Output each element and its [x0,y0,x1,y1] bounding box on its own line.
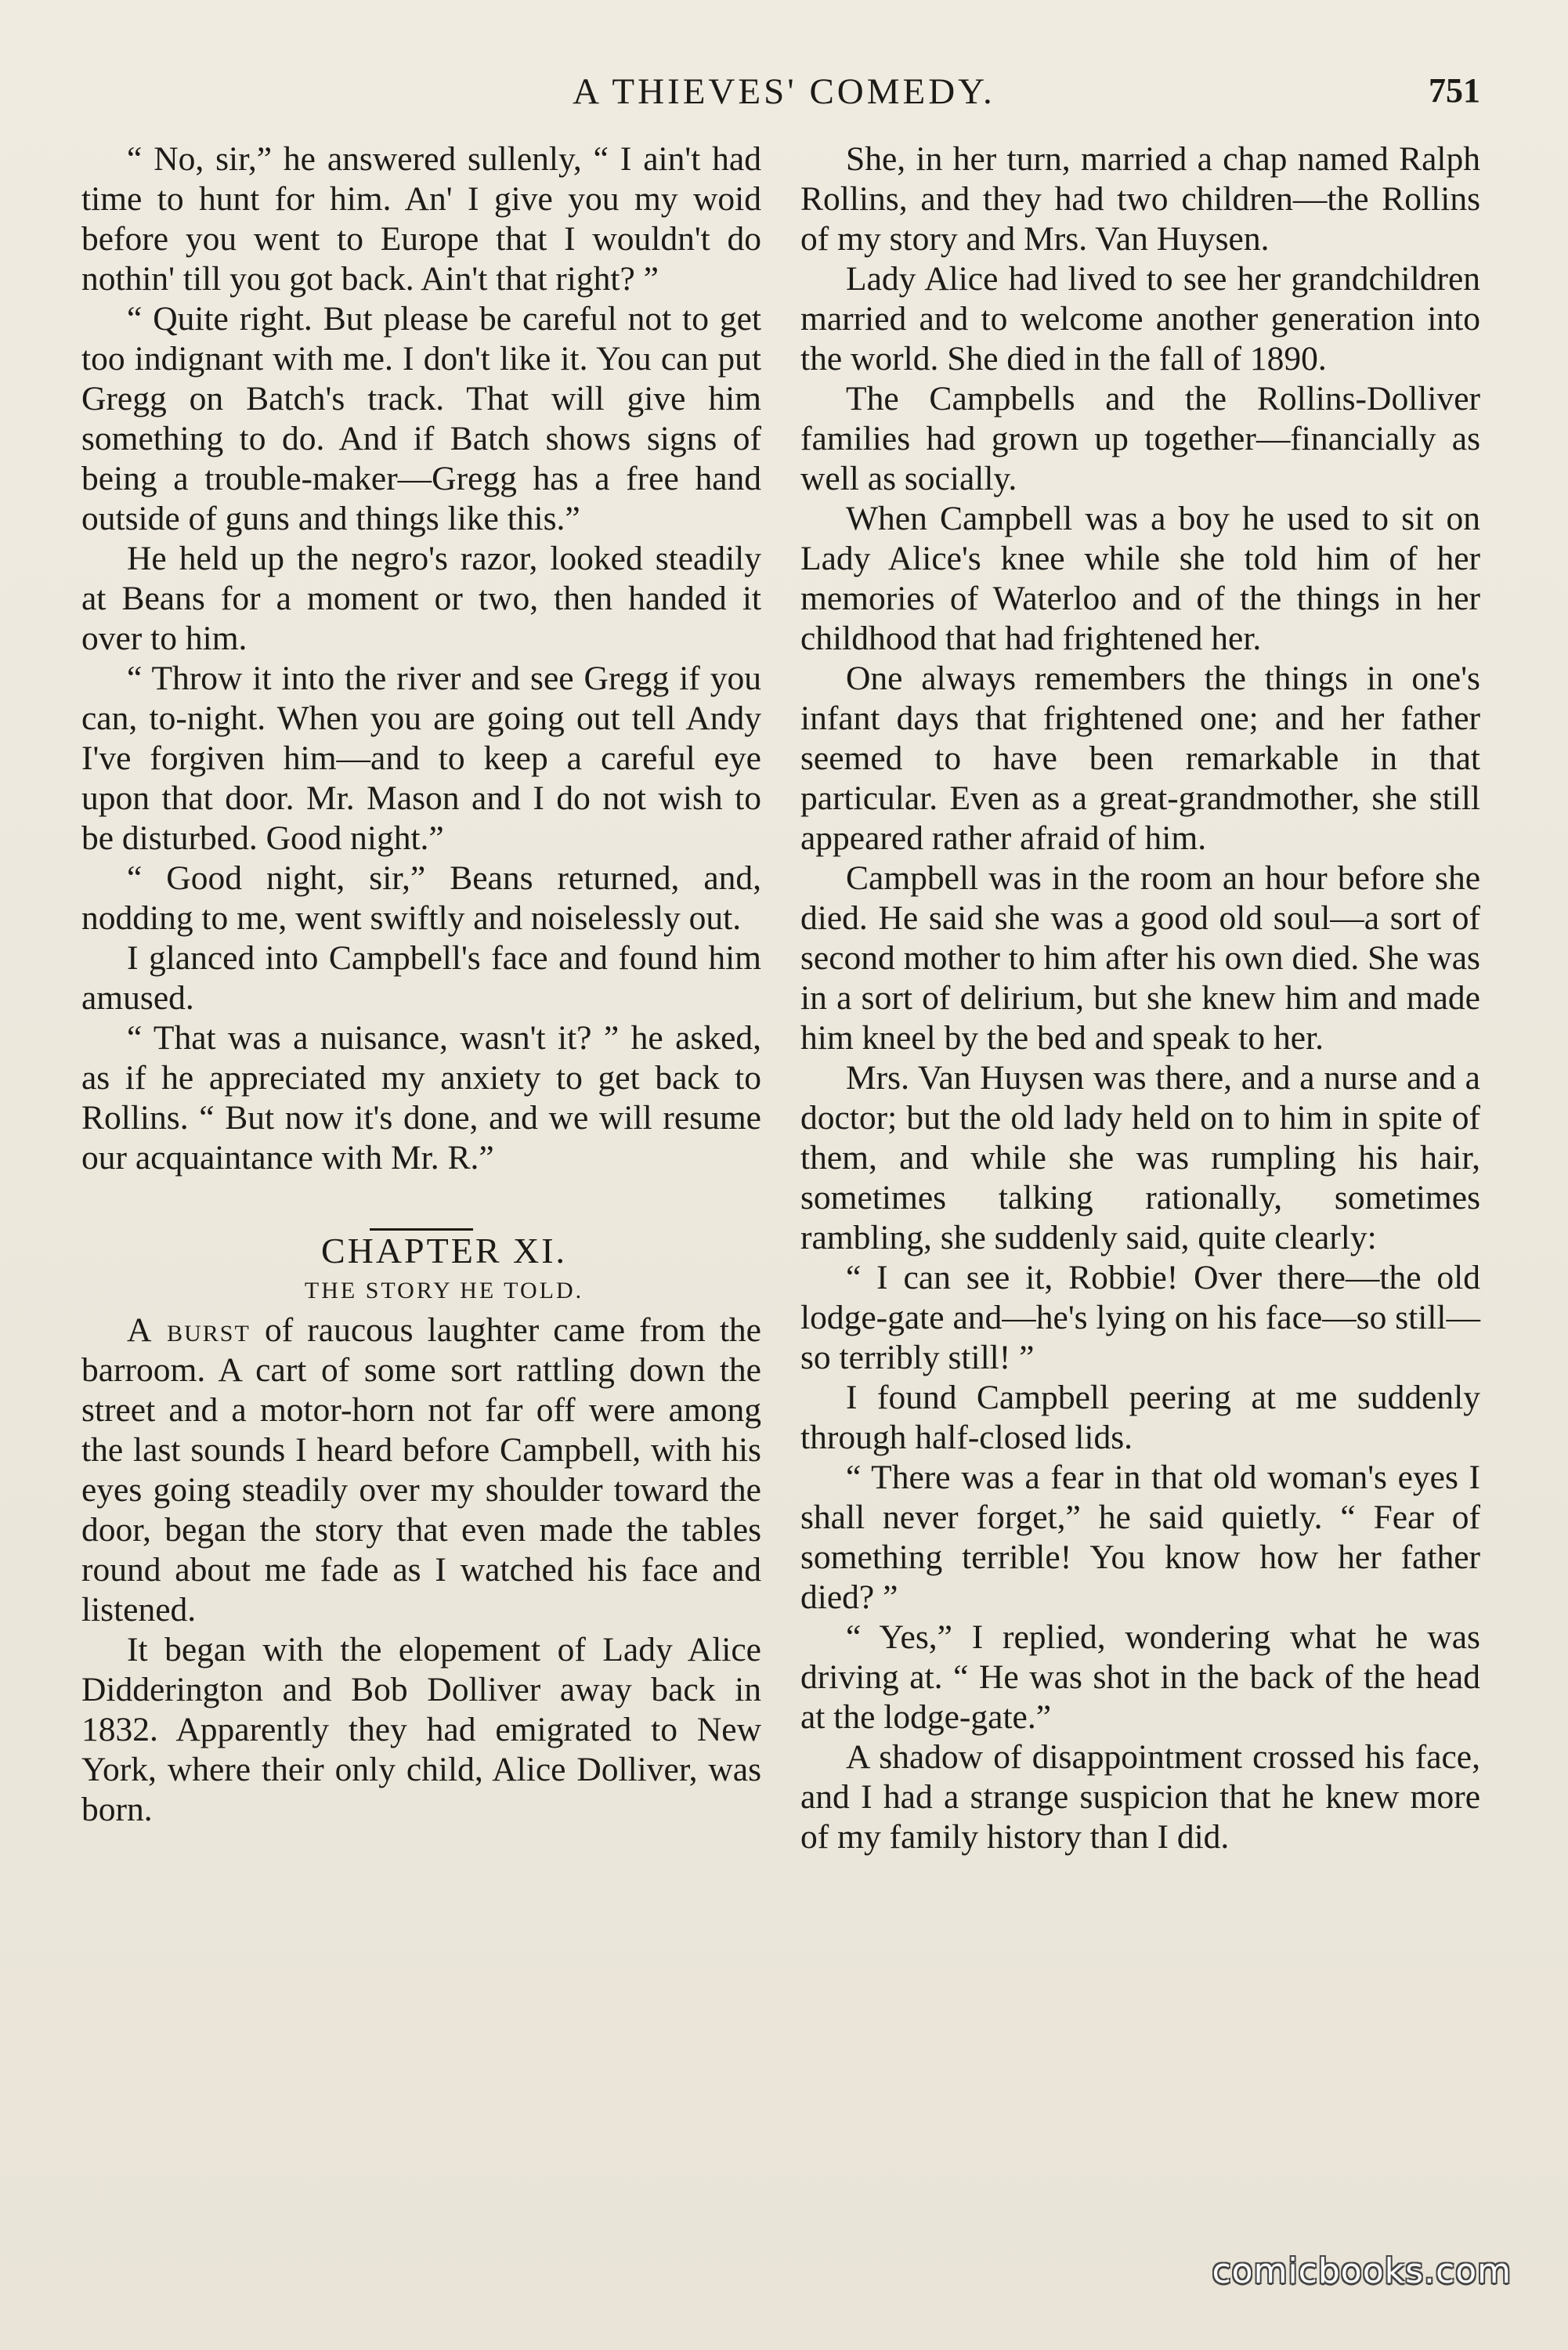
chapter-lead-words: A burst [127,1311,251,1349]
chapter-title: CHAPTER XI. [320,1231,568,1271]
right-column [800,139,1480,1857]
paragraph: I glanced into Campbell's face and found him amused. [81,939,761,1017]
paragraph: “ Quite right. But please be careful not to get too indignant with me. I don't like it. You can put Gregg on Batch's track. That will give him something to do. And if Batch shows signs of being a trouble-maker—Gregg has a free hand outside of guns and things like this.” [81,300,761,537]
paragraph: “ Good night, sir,” Beans returned, and, nodding to me, went swiftly and noiselessly out. [81,859,761,937]
chapter-subtitle: THE STORY HE TOLD. [304,1278,584,1303]
left-column [81,139,761,1830]
chapter-opening-text: of raucous laughter came from the barroom. A cart of some sort rattling down the street and a motor-horn not far off were among the last sounds I heard before Campbell, with his eyes going steadily over my shoulder toward the door, began the story that even made the tables round about me fade as I watched his face and listened. [81,1311,761,1629]
paragraph: The Campbells and the Rollins-Dolliver families had grown up together—financially as well as socially. [800,380,1480,497]
running-head [0,66,1568,121]
paragraph: “ Throw it into the river and see Gregg if you can, to-night. When you are going out tell Andy I've forgiven him—and to keep a careful eye upon that door. Mr. Mason and I do not wish to be disturbed. Good night.” [81,660,761,857]
paragraph: Lady Alice had lived to see her grandchildren married and to welcome another generation into the world. She died in the fall of 1890. [800,260,1480,378]
paragraph: I found Campbell peering at me suddenly through half-closed lids. [800,1379,1480,1456]
paragraph: “ I can see it, Robbie! Over there—the old lodge-gate and—he's lying on his face—so still—so terribly still! ” [800,1259,1481,1376]
site-watermark: comicbooks.com [1212,2251,1512,2291]
paragraph: “ That was a nuisance, wasn't it? ” he asked, as if he appreciated my anxiety to get back to Rollins. “ But now it's done, and we will resume our acquaintance with Mr. R.” [81,1019,761,1177]
paragraph: Mrs. Van Huysen was there, and a nurse and a doctor; but the old lady held on to him in spite of them, and while she was rumpling his hair, sometimes talking rationally, sometimes rambling, she suddenly said, quite clearly: [800,1059,1480,1256]
paragraph: It began with the elopement of Lady Alice Didderington and Bob Dolliver away back in 1832. Apparently they had emigrated to New York, where their only child, Alice Dolliver, was born. [81,1631,761,1828]
paragraph: Campbell was in the room an hour before she died. He said she was a good old soul—a sort of second mother to him after his own died. She was in a sort of delirium, but she knew him and made him kneel by the bed and speak to her. [800,859,1480,1057]
chapter-opening-paragraph [81,1311,761,1630]
paragraph: A shadow of disappointment crossed his face, and I had a strange suspicion that he knew more of my family history than I did. [800,1738,1480,1856]
paragraph: When Campbell was a boy he used to sit on Lady Alice's knee while she told him of her memories of Waterloo and of the things in her childhood that had frightened her. [800,500,1480,657]
paragraph: She, in her turn, married a chap named Ralph Rollins, and they had two children—the Rollins of my story and Mrs. Van Huysen. [800,140,1480,258]
running-title: A THIEVES' COMEDY. [573,71,995,112]
paragraph: “ No, sir,” he answered sullenly, “ I ain't had time to hunt for him. An' I give you my woid before you went to Europe that I wouldn't do nothin' till you got back. Ain't that right? ” [81,140,761,298]
paragraph: “ There was a fear in that old woman's eyes I shall never forget,” he said quietly. “ Fear of something terrible! You know how her father died? ” [800,1459,1480,1616]
paragraph: He held up the negro's razor, looked steadily at Beans for a moment or two, then handed it over to him. [81,540,761,657]
paragraph: “ Yes,” I replied, wondering what he was driving at. “ He was shot in the back of the head at the lodge-gate.” [800,1618,1480,1736]
page-number: 751 [1429,71,1480,110]
paragraph: One always remembers the things in one's infant days that frightened one; and her father seemed to have been remarkable in that particular. Even as a great-grandmother, she still appeared rather afraid of him. [800,660,1480,857]
